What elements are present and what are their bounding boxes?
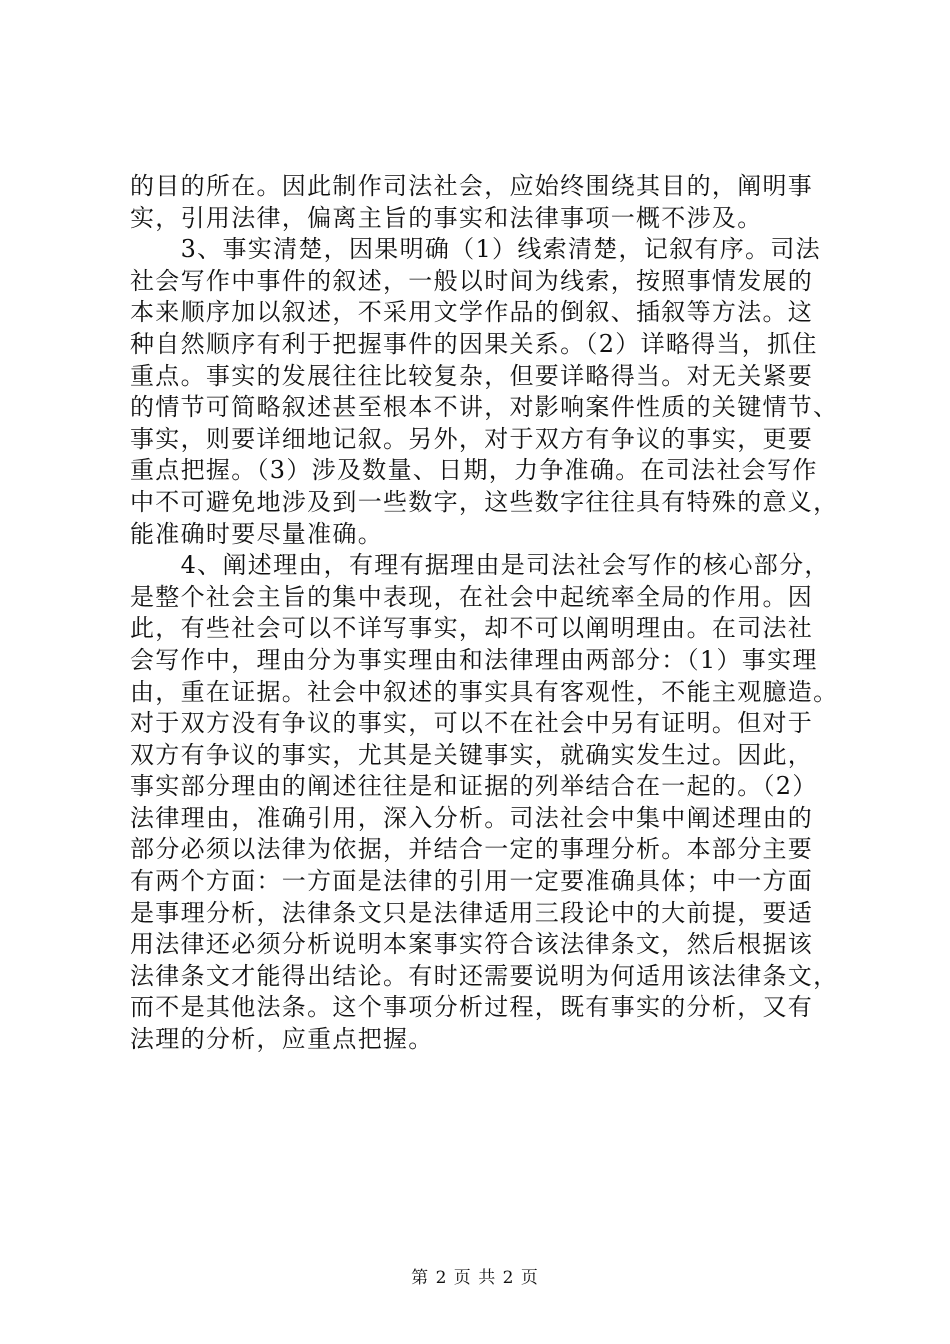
text-line: 的情节可简略叙述甚至根本不讲，对影响案件性质的关键情节、 [130,393,839,422]
text-line: 是事理分析，法律条文只是法律适用三段论中的大前提，要适 [130,898,814,927]
text-line: 能准确时要尽量准确。 [130,519,383,548]
text-line: 此，有些社会可以不详写事实，却不可以阐明理由。在司法社 [130,614,814,643]
text-line: 会写作中，理由分为事实理由和法律理由两部分：（1）事实理 [130,645,818,674]
text-line: 法律理由，准确引用，深入分析。司法社会中集中阐述理由的 [130,803,814,832]
page-number-footer: 第 2 页 共 2 页 [411,1268,539,1288]
text-line: 事实，则要详细地记叙。另外，对于双方有争议的事实，更要 [130,424,814,453]
text-line: 而不是其他法条。这个事项分析过程，既有事实的分析，又有 [130,993,814,1022]
text-line: 3、事实清楚，因果明确（1）线索清楚，记叙有序。司法 [130,235,821,264]
text-line: 4、阐述理由，有理有据理由是司法社会写作的核心部分， [130,551,830,580]
body-text [130,171,860,1056]
text-line: 是整个社会主旨的集中表现，在社会中起统率全局的作用。因 [130,582,814,611]
text-line: 种自然顺序有利于把握事件的因果关系。（2）详略得当，抓住 [130,329,818,358]
text-line: 重点。事实的发展往往比较复杂，但要详略得当。对无关紧要 [130,361,814,390]
text-line: 由，重在证据。社会中叙述的事实具有客观性，不能主观臆造。 [130,677,839,706]
text-line: 部分必须以法律为依据，并结合一定的事理分析。本部分主要 [130,835,814,864]
text-line: 双方有争议的事实，尤其是关键事实，就确实发生过。因此， [130,740,814,769]
text-line: 实，引用法律，偏离主旨的事实和法律事项一概不涉及。 [130,203,763,232]
text-line: 用法律还必须分析说明本案事实符合该法律条文，然后根据该 [130,930,814,959]
text-line: 事实部分理由的阐述往往是和证据的列举结合在一起的。（2） [130,772,818,801]
text-line: 法理的分析，应重点把握。 [130,1025,434,1054]
text-line: 重点把握。（3）涉及数量、日期，力争准确。在司法社会写作 [130,456,818,485]
text-line: 的目的所在。因此制作司法社会，应始终围绕其目的，阐明事 [130,172,814,200]
text-line: 中不可避免地涉及到一些数字，这些数字往往具有特殊的意义， [130,487,839,516]
text-line: 法律条文才能得出结论。有时还需要说明为何适用该法律条文， [130,961,839,990]
text-line: 社会写作中事件的叙述，一般以时间为线索，按照事情发展的 [130,266,814,295]
text-line: 有两个方面：一方面是法律的引用一定要准确具体；中一方面 [130,867,814,896]
text-line: 本来顺序加以叙述，不采用文学作品的倒叙、插叙等方法。这 [130,298,814,327]
text-line: 对于双方没有争议的事实，可以不在社会中另有证明。但对于 [130,709,814,738]
